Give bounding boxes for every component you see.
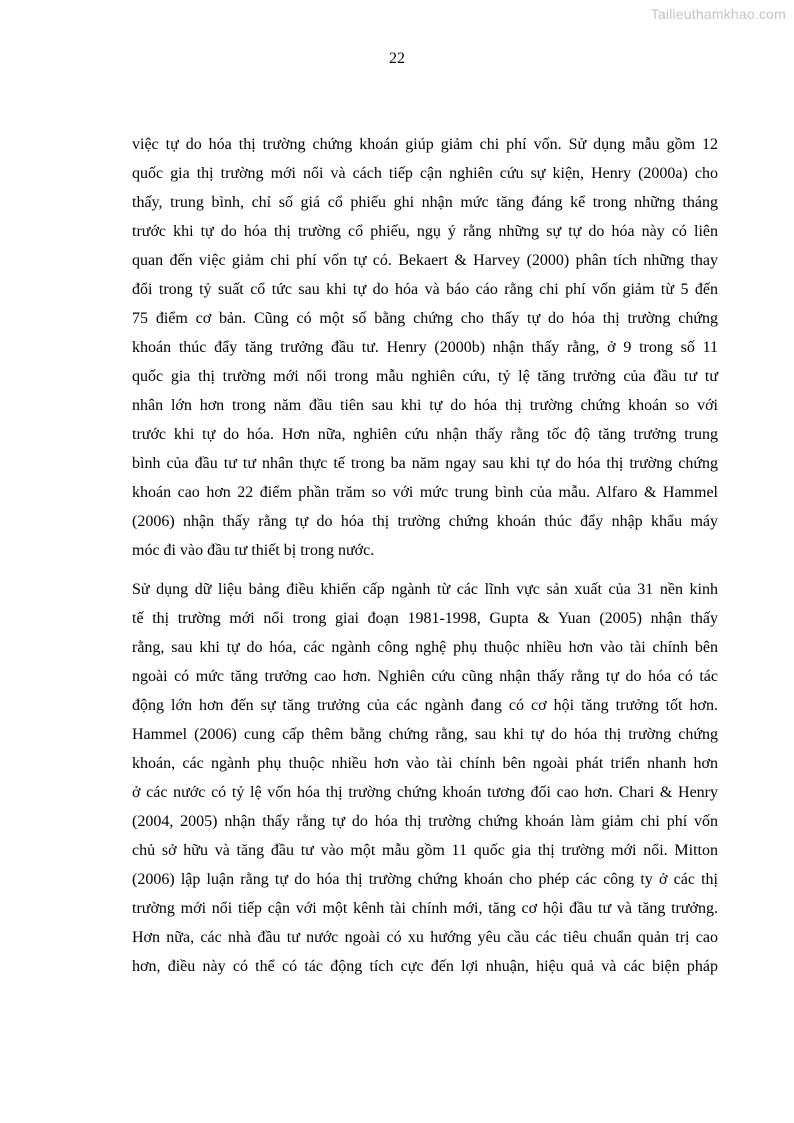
paragraph-1 <box>132 130 718 565</box>
text-line: ở các nước có tỷ lệ vốn hóa thị trường chứng khoán tương đối cao hơn. Chari & Henry <box>132 784 718 801</box>
document-body <box>132 130 718 981</box>
text-line: quan đến việc giảm chi phí vốn tự có. Bekaert & Harvey (2000) phân tích những thay <box>132 252 718 269</box>
text-line: quốc gia thị trường mới nổi và cách tiếp cận nghiên cứu sự kiện, Henry (2000a) cho <box>132 165 718 182</box>
text-line: chủ sở hữu và tăng đầu tư vào một mẫu gồm 11 quốc gia thị trường mới nổi. Mitton <box>132 842 718 859</box>
text-line: (2004, 2005) nhận thấy rằng tự do hóa thị trường chứng khoán làm giảm chi phí vốn <box>132 813 718 830</box>
text-line: động lớn hơn đến sự tăng trưởng của các ngành đang có cơ hội tăng trưởng tốt hơn. <box>132 697 718 714</box>
text-line: bình của đầu tư tư nhân thực tế trong ba năm ngay sau khi tự do hóa thị trường chứng <box>132 455 718 472</box>
text-line: rằng, sau khi tự do hóa, các ngành công nghệ phụ thuộc nhiều hơn vào tài chính bên <box>132 639 718 656</box>
text-line: Hammel (2006) cung cấp thêm bằng chứng rằng, sau khi tự do hóa thị trường chứng <box>132 726 718 743</box>
text-line: đổi trong tỷ suất cổ tức sau khi tự do hóa và báo cáo rằng chi phí vốn giảm từ 5 đến <box>132 281 718 298</box>
page-number: 22 <box>389 50 405 67</box>
text-line: quốc gia thị trường mới nổi trong mẫu nghiên cứu, tỷ lệ tăng trưởng của đầu tư tư <box>132 368 718 385</box>
text-line: tế thị trường mới nổi trong giai đoạn 1981-1998, Gupta & Yuan (2005) nhận thấy <box>132 610 718 627</box>
text-line: Hơn nữa, các nhà đầu tư nước ngoài có xu hướng yêu cầu các tiêu chuẩn quản trị cao <box>132 929 718 946</box>
text-line: ngoài có mức tăng trưởng cao hơn. Nghiên cứu cũng nhận thấy rằng tự do hóa có tác <box>132 668 718 685</box>
text-line: khoán thúc đẩy tăng trưởng đầu tư. Henry (2000b) nhận thấy rằng, ở 9 trong số 11 <box>132 339 718 356</box>
text-line: khoán cao hơn 22 điểm phần trăm so với mức trung bình của mẫu. Alfaro & Hammel <box>132 484 718 501</box>
text-line: hơn, điều này có thể có tác động tích cực đến lợi nhuận, hiệu quả và các biện pháp <box>132 958 718 975</box>
text-line: trước khi tự do hóa thị trường cổ phiếu, ngụ ý rằng những sự tự do hóa này có liên <box>132 223 718 240</box>
text-line: 75 điểm cơ bản. Cũng có một số bằng chứng cho thấy tự do hóa thị trường chứng <box>132 310 718 327</box>
text-line: (2006) lập luận rằng tự do hóa thị trường chứng khoán cho phép các công ty ở các thị <box>132 871 718 888</box>
text-line: thấy, trung bình, chỉ số giá cổ phiếu ghi nhận mức tăng đáng kể trong những tháng <box>132 194 718 211</box>
watermark: Tailieuthamkhao.com <box>650 6 786 22</box>
text-line: (2006) nhận thấy rằng tự do hóa thị trường chứng khoán thúc đẩy nhập khẩu máy <box>132 513 718 530</box>
text-line: nhân lớn hơn trong năm đầu tiên sau khi tự do hóa thị trường chứng khoán so với <box>132 397 718 414</box>
text-line: trường mới nổi tiếp cận với một kênh tài chính mới, tăng cơ hội đầu tư và tăng trưởng. <box>132 900 718 917</box>
text-line: việc tự do hóa thị trường chứng khoán giúp giảm chi phí vốn. Sử dụng mẫu gồm 12 <box>132 136 718 153</box>
paragraph-2 <box>132 575 718 981</box>
text-line: móc đi vào đầu tư thiết bị trong nước. <box>132 542 375 559</box>
text-line: trước khi tự do hóa. Hơn nữa, nghiên cứu nhận thấy rằng tốc độ tăng trưởng trung <box>132 426 718 443</box>
text-line: Sử dụng dữ liệu bảng điều khiển cấp ngành từ các lĩnh vực sản xuất của 31 nền kinh <box>132 581 718 598</box>
text-line: khoán, các ngành phụ thuộc nhiều hơn vào tài chính bên ngoài phát triển nhanh hơn <box>132 755 718 772</box>
